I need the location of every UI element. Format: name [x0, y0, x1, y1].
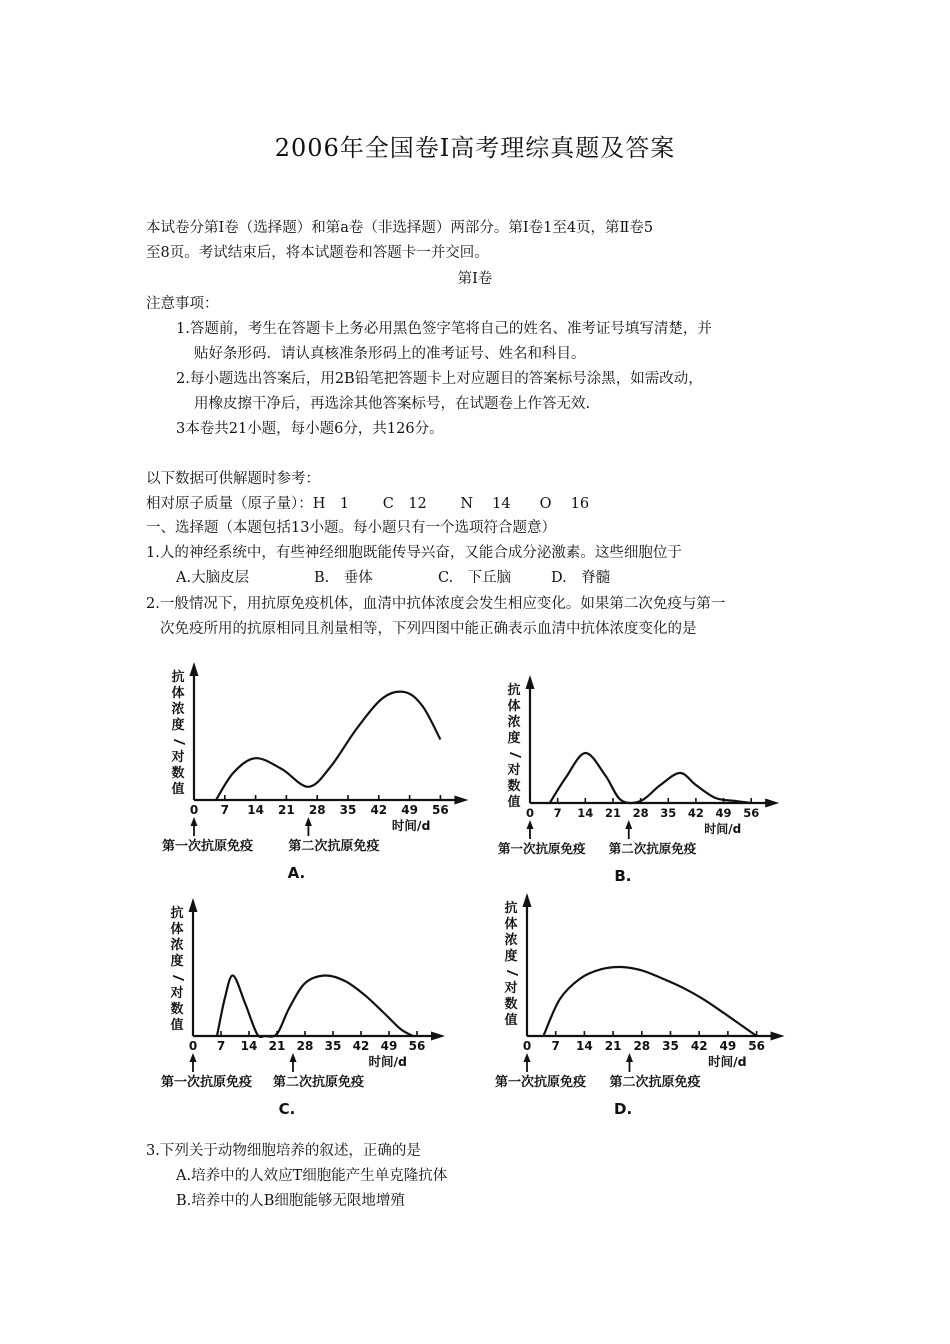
x-tick-label: 49	[719, 1039, 737, 1053]
x-tick-label: 35	[660, 806, 677, 820]
y-axis-label-char: 浓	[507, 715, 521, 730]
y-axis-label-char: 数	[504, 997, 518, 1012]
x-tick-label: 0	[189, 803, 199, 817]
notice-heading: 注意事项：	[146, 296, 219, 312]
y-axis-label-char: 抗	[170, 906, 184, 921]
question-3-option-b: B.培养中的人B细胞能够无限地增殖	[176, 1193, 405, 1209]
intro-line-2: 至8页。考试结束后，将本试题卷和答题卡一并交回。	[146, 245, 489, 261]
x-tick-label: 28	[308, 803, 326, 817]
antibody-curve	[216, 692, 440, 800]
graph-letter: A.	[287, 864, 306, 882]
y-axis-label-char: 数	[171, 766, 185, 781]
question-1: 1.人的神经系统中，有些神经细胞既能传导兴奋，又能合成分泌激素。这些细胞位于	[146, 545, 682, 561]
section-label: 第I卷	[457, 271, 493, 287]
x-tick-label: 7	[551, 1039, 560, 1053]
graph-letter: D.	[614, 1100, 633, 1118]
question-3-option-a: A.培养中的人效应T细胞能产生单克隆抗体	[176, 1168, 448, 1184]
y-axis-label-char: 度	[504, 949, 518, 964]
y-axis-label-char: /	[171, 738, 186, 746]
notice-1-line-1: 1.答题前，考生在答题卡上务必用黑色签字笔将自己的姓名、准考证号填写清楚，并	[176, 321, 712, 337]
y-axis-label	[503, 901, 519, 1029]
x-tick-label: 49	[380, 1039, 398, 1053]
x-tick-label: 14	[577, 806, 594, 820]
notice-1-line-2: 贴好条形码．请认真核准条形码上的准考证号、姓名和科目。	[194, 346, 586, 362]
x-tick-label: 14	[240, 1039, 258, 1053]
x-tick-label: 49	[401, 803, 418, 817]
graph-a	[160, 665, 465, 885]
immunization-arrowhead	[290, 1053, 297, 1062]
question-1-options	[176, 568, 610, 588]
y-axis-label-char: 浓	[170, 938, 184, 953]
section-one-heading: 一、选择题（本题包括13小题。每小题只有一个选项符合题意）	[146, 520, 556, 536]
x-tick-label: 21	[604, 806, 621, 820]
x-tick-label: 21	[604, 1039, 622, 1053]
y-axis-label-char: 浓	[171, 702, 185, 717]
graph-svg	[497, 900, 787, 1120]
x-tick-label: 35	[339, 803, 357, 817]
x-tick-label: 0	[188, 1039, 198, 1053]
x-tick-label: 56	[432, 803, 449, 817]
y-axis-label-char: 浓	[504, 933, 518, 948]
graph-b	[497, 678, 777, 888]
y-axis-arrowhead	[190, 662, 199, 676]
x-tick-label: 7	[220, 803, 229, 817]
atomic-mass-line: 相对原子质量（原子量）：H 1 C 12 N 14 O 16	[146, 496, 590, 512]
y-axis-label-char: /	[504, 969, 519, 977]
y-axis-label-char: 值	[507, 795, 521, 810]
second-immunization-caption: 第二次抗原免疫	[273, 1075, 365, 1090]
immunization-arrowhead	[625, 820, 632, 829]
intro-line-1: 本试卷分第I卷（选择题）和第a卷（非选择题）两部分。第I卷1至4页，第Ⅱ卷5	[146, 220, 654, 236]
immunization-arrowhead	[527, 820, 534, 829]
y-axis-label-char: 值	[504, 1013, 518, 1028]
first-immunization-caption: 第一次抗原免疫	[161, 1075, 253, 1090]
y-axis-label-char: 对	[170, 986, 184, 1001]
x-tick-label: 0	[522, 1039, 532, 1053]
y-axis-label-char: 值	[170, 1018, 184, 1033]
x-tick-label: 28	[632, 806, 649, 820]
y-axis-label-char: 体	[170, 922, 184, 937]
y-axis-label-char: 体	[504, 917, 518, 932]
x-tick-label: 7	[553, 806, 562, 820]
second-immunization-caption: 第二次抗原免疫	[608, 841, 697, 856]
x-tick-label: 7	[216, 1039, 226, 1053]
x-tick-label: 21	[268, 1039, 286, 1053]
x-tick-label: 35	[324, 1039, 342, 1053]
graph-svg	[160, 895, 450, 1118]
y-axis-label-char: 抗	[171, 670, 185, 685]
x-tick-label: 14	[576, 1039, 593, 1053]
graph-svg	[160, 665, 465, 885]
y-axis-label-char: 度	[171, 718, 185, 733]
first-immunization-caption: 第一次抗原免疫	[162, 839, 254, 854]
graph-d	[497, 900, 787, 1120]
y-axis-label	[506, 683, 522, 811]
x-tick-label: 42	[690, 1039, 708, 1053]
immunization-arrowhead	[626, 1053, 633, 1062]
x-tick-label: 28	[633, 1039, 651, 1053]
graph-svg	[497, 678, 777, 888]
y-axis-label-char: 度	[507, 731, 521, 746]
graph-letter: C.	[278, 1100, 296, 1118]
second-immunization-caption: 第二次抗原免疫	[609, 1075, 701, 1090]
antibody-curve	[217, 975, 413, 1037]
option-c: C. 下丘脑	[438, 570, 512, 586]
immunization-arrowhead	[191, 817, 198, 826]
x-axis-arrowhead	[765, 799, 779, 808]
antibody-curve	[543, 967, 756, 1036]
page-title: 2006年全国卷I高考理综真题及答案	[274, 134, 676, 162]
y-axis-label-char: 值	[171, 782, 185, 797]
x-axis-label: 时间/d	[391, 818, 431, 833]
y-axis-label-char: 数	[170, 1002, 184, 1017]
option-b: B. 垂体	[314, 570, 373, 586]
x-axis-arrowhead	[454, 796, 468, 805]
question-3: 3.下列关于动物细胞培养的叙述，正确的是	[146, 1143, 421, 1159]
second-immunization-caption: 第二次抗原免疫	[288, 839, 380, 854]
x-tick-label: 56	[743, 806, 760, 820]
x-tick-label: 42	[370, 803, 388, 817]
y-axis-label	[170, 670, 186, 798]
y-axis-label-char: 对	[504, 981, 518, 996]
y-axis-label-char: 体	[171, 686, 185, 701]
reference-heading: 以下数据可供解题时参考：	[146, 471, 320, 487]
y-axis-label-char: 对	[171, 750, 185, 765]
x-tick-label: 42	[687, 806, 704, 820]
first-immunization-caption: 第一次抗原免疫	[498, 841, 586, 856]
x-tick-label: 28	[296, 1039, 314, 1053]
question-2-line-2: 次免疫所用的抗原相同且剂量相等，下列四图中能正确表示血清中抗体浓度变化的是	[160, 621, 697, 637]
x-axis-arrowhead	[771, 1032, 785, 1041]
notice-2-line-1: 2.每小题选出答案后，用2B铅笔把答题卡上对应题目的答案标号涂黑，如需改动，	[176, 371, 703, 387]
x-axis-label: 时间/d	[368, 1054, 407, 1069]
y-axis-label-char: 抗	[507, 683, 521, 698]
immunization-arrowhead	[524, 1053, 531, 1062]
graph-letter: B.	[614, 867, 632, 885]
first-immunization-caption: 第一次抗原免疫	[495, 1075, 587, 1090]
immunization-arrowhead	[190, 1053, 197, 1062]
y-axis-arrowhead	[523, 893, 532, 907]
y-axis-label-char: 体	[507, 699, 521, 714]
graph-c	[160, 895, 450, 1118]
y-axis-label-char: /	[170, 974, 185, 982]
y-axis-label-char: 抗	[504, 901, 518, 916]
x-tick-label: 0	[525, 806, 535, 820]
immunization-arrowhead	[305, 817, 312, 826]
option-a: A.大脑皮层	[176, 570, 250, 586]
x-axis-label: 时间/d	[708, 1054, 747, 1069]
x-tick-label: 21	[278, 803, 295, 817]
antibody-curve	[550, 753, 751, 803]
y-axis-arrowhead	[526, 675, 535, 689]
y-axis-label-char: 对	[507, 763, 521, 778]
x-tick-label: 14	[247, 803, 264, 817]
x-tick-label: 35	[662, 1039, 679, 1053]
x-tick-label: 56	[408, 1039, 426, 1053]
y-axis-label-char: 数	[507, 779, 521, 794]
x-axis-arrowhead	[431, 1032, 445, 1041]
y-axis-label-char: /	[507, 751, 522, 759]
y-axis-arrowhead	[189, 898, 198, 912]
notice-2-line-2: 用橡皮擦干净后，再选涂其他答案标号，在试题卷上作答无效.	[194, 396, 591, 412]
question-2-line-1: 2.一般情况下，用抗原免疫机体，血清中抗体浓度会发生相应变化。如果第二次免疫与第一	[146, 596, 726, 612]
y-axis-label	[169, 906, 185, 1034]
x-tick-label: 56	[748, 1039, 765, 1053]
x-tick-label: 49	[715, 806, 732, 820]
x-tick-label: 42	[352, 1039, 370, 1053]
option-d: D. 脊髓	[551, 570, 611, 586]
x-axis-label: 时间/d	[704, 822, 742, 836]
notice-3: 3本卷共21小题，每小题6分，共126分。	[176, 421, 444, 437]
y-axis-label-char: 度	[170, 954, 184, 969]
